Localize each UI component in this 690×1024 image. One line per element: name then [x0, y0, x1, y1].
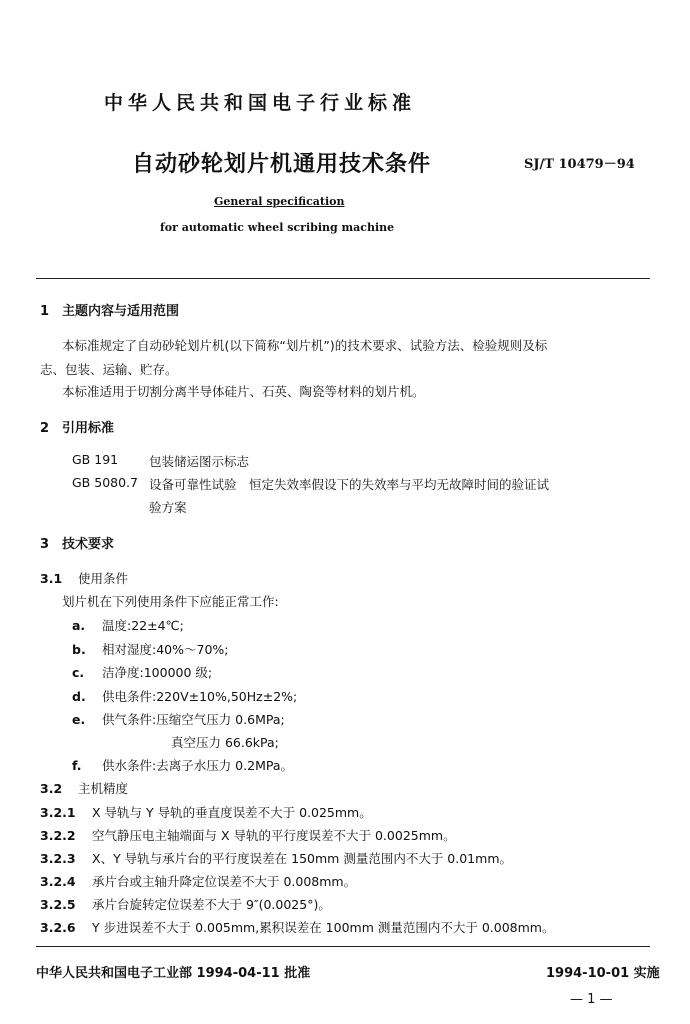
clause-text: X、Y 导轨与承片台的平行度误差在 150mm 测量范围内不大于 0.01mm。	[92, 851, 512, 866]
page-number: — 1 —	[570, 992, 613, 1007]
section-1-heading: 1 主题内容与适用范围	[40, 304, 180, 319]
condition-e	[72, 710, 285, 728]
clause-3-2-1	[40, 803, 372, 821]
subsection-number: 3.1	[40, 571, 63, 586]
subsection-title: 主机精度	[78, 781, 129, 796]
standard-code: SJ/T 10479－94	[524, 157, 635, 172]
clause-3-2-5	[40, 895, 331, 913]
subsection-3-1	[40, 569, 128, 587]
clause-3-2-6	[40, 918, 554, 936]
approval-line: 中华人民共和国电子工业部 1994-04-11 批准	[36, 966, 311, 981]
clause-text: X 导轨与 Y 导轨的垂直度误差不大于 0.025mm。	[92, 805, 372, 820]
clause-number: 3.2.4	[40, 874, 76, 889]
condition-letter: a.	[72, 618, 86, 633]
clause-number: 3.2.1	[40, 805, 76, 820]
section-2-heading: 2 引用标准	[40, 421, 115, 436]
clause-text: Y 步进误差不大于 0.005mm,累积误差在 100mm 测量范围内不大于 0.008mm。	[92, 920, 555, 935]
condition-letter: e.	[72, 712, 86, 727]
condition-letter: b.	[72, 642, 86, 657]
condition-text: 供电条件:220V±10%,50Hz±2%;	[102, 689, 298, 704]
condition-e-continuation: 真空压力 66.6kPa;	[171, 735, 279, 750]
section-1-paragraph-1-line-1: 本标准规定了自动砂轮划片机(以下简称“划片机”)的技术要求、试验方法、检验规则及标	[62, 338, 548, 353]
top-divider	[36, 278, 650, 279]
subsection-number: 3.2	[40, 781, 63, 796]
reference-2-title-line-1: 设备可靠性试验 恒定失效率假设下的失效率与平均无故障时间的验证试	[149, 477, 550, 492]
conditions-intro: 划片机在下列使用条件下应能正常工作:	[62, 594, 279, 609]
reference-2-title-line-2: 验方案	[149, 500, 187, 515]
clause-number: 3.2.3	[40, 851, 76, 866]
reference-2-code: GB 5080.7	[72, 475, 138, 490]
condition-letter: d.	[72, 689, 86, 704]
condition-d	[72, 687, 297, 705]
clause-number: 3.2.2	[40, 828, 76, 843]
reference-1-title: 包装储运图示标志	[149, 454, 250, 469]
section-1-paragraph-2: 本标准适用于切割分离半导体硅片、石英、陶瓷等材料的划片机。	[62, 384, 425, 399]
condition-text: 供气条件:压缩空气压力 0.6MPa;	[102, 712, 285, 727]
clause-3-2-4	[40, 872, 356, 890]
clause-number: 3.2.6	[40, 920, 76, 935]
effective-date: 1994-10-01 实施	[546, 966, 660, 981]
clause-number: 3.2.5	[40, 897, 76, 912]
condition-c	[72, 663, 212, 681]
bottom-divider	[36, 946, 650, 947]
clause-3-2-2	[40, 826, 456, 844]
english-title-line1: General specification	[214, 195, 345, 208]
clause-text: 空气静压电主轴端面与 X 导轨的平行度误差不大于 0.0025mm。	[92, 828, 456, 843]
clause-text: 承片台旋转定位误差不大于 9″(0.0025°)。	[92, 897, 331, 912]
section-1-paragraph-1-line-2: 志、包装、运输、贮存。	[40, 362, 178, 377]
clause-3-2-3	[40, 849, 512, 867]
subsection-3-2	[40, 779, 128, 797]
condition-text: 洁净度:100000 级;	[102, 665, 213, 680]
condition-text: 温度:22±4℃;	[102, 618, 184, 633]
section-3-heading: 3 技术要求	[40, 537, 115, 552]
condition-letter: f.	[72, 758, 82, 773]
condition-b	[72, 640, 229, 658]
document-title: 自动砂轮划片机通用技术条件	[132, 152, 432, 177]
condition-letter: c.	[72, 665, 85, 680]
issuing-organization: 中华人民共和国电子行业标准	[104, 92, 417, 114]
english-title-line2: for automatic wheel scribing machine	[160, 221, 395, 234]
clause-text: 承片台或主轴升降定位误差不大于 0.008mm。	[92, 874, 357, 889]
condition-text: 供水条件:去离子水压力 0.2MPa。	[102, 758, 293, 773]
condition-a	[72, 616, 184, 634]
subsection-title: 使用条件	[78, 571, 129, 586]
condition-text: 相对湿度:40%～70%;	[102, 642, 229, 657]
condition-f	[72, 756, 293, 774]
reference-1-code: GB 191	[72, 452, 119, 467]
